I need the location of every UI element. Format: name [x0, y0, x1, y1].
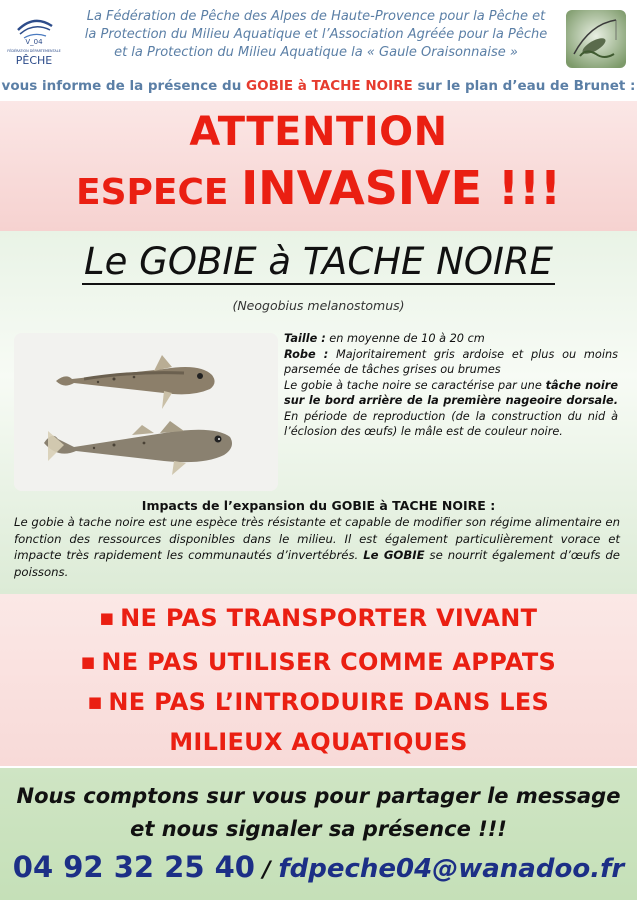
- header-line-2: la Protection du Milieu Aquatique et l’Association Agréée pour la Pêche: [84, 27, 548, 42]
- inform-prefix: vous informe de la présence du: [1, 78, 247, 94]
- invasive-heading-a: ESPECE: [76, 172, 242, 213]
- rule-no-transport-text: NE PAS TRANSPORTER VIVANT: [120, 604, 538, 632]
- goby-photo: [14, 333, 278, 491]
- bullet-square-icon: ■: [87, 693, 103, 711]
- bullet-square-icon: ■: [80, 653, 96, 671]
- footer-message-1: Nous comptons sur vous pour partager le message: [16, 784, 621, 808]
- rule-no-bait: [0, 648, 637, 676]
- bullet-square-icon: ■: [99, 609, 115, 627]
- species-title-text: Le GOBIE à TACHE NOIRE: [84, 240, 553, 283]
- invasive-heading: [0, 160, 637, 227]
- rule-no-introduce-cont: MILIEUX AQUATIQUES: [169, 728, 468, 756]
- invasive-heading-b: INVASIVE !!!: [241, 161, 561, 215]
- rule-no-introduce-text: NE PAS L’INTRODUIRE DANS LES: [108, 688, 550, 716]
- feature-paragraph: [284, 378, 618, 440]
- rule-no-transport: [0, 604, 637, 632]
- logo-peche: PÊCHE: [15, 54, 53, 67]
- impacts-text-end: se nourrit également d’œufs de poissons.: [14, 548, 621, 579]
- inform-species: GOBIE à TACHE NOIRE: [246, 78, 413, 94]
- impacts-title-suffix: :: [485, 498, 496, 513]
- attention-heading: ATTENTION: [189, 109, 448, 155]
- color-label: Robe :: [284, 347, 329, 361]
- species-title: [0, 240, 637, 283]
- contact-line: [0, 850, 637, 884]
- species-latin-name: (Neogobius melanostomus): [232, 298, 405, 313]
- inform-suffix: sur le plan d’eau de Brunet :: [412, 78, 636, 94]
- species-description: [284, 331, 618, 440]
- phone-number[interactable]: 04 92 32 25 40: [12, 850, 255, 884]
- logo-subtitle: FÉDÉRATION DÉPARTEMENTALE: [7, 49, 61, 53]
- impacts-text-bold: Le GOBIE: [363, 548, 425, 562]
- color-text: Majoritairement gris ardoise et plus ou moins parsemée de tâches grises ou brumes: [284, 347, 618, 376]
- color-line: [284, 347, 618, 378]
- feature-text-bold: tâche noire sur le bord arrière de la première nageoire dorsale.: [284, 378, 618, 407]
- header: [0, 0, 637, 80]
- inform-line: [0, 78, 637, 94]
- header-text: [70, 8, 562, 62]
- rule-no-bait-text: NE PAS UTILISER COMME APPATS: [101, 648, 557, 676]
- impacts-text-main: Le gobie à tache noire est une espèce très résistante et capable de modifier son régime alimentaire en fonction des ressources disponibles dans le milieu. Il est également particulièrement vorace et impacte très rapidement les communautés d’invertébrés.: [14, 515, 620, 562]
- impacts-text: [14, 514, 620, 580]
- impacts-title-species: GOBIE à TACHE NOIRE: [331, 498, 486, 513]
- logo-v04: V_04: [25, 38, 43, 46]
- feature-text-start: Le gobie à tache noire se caractérise par une: [284, 378, 546, 392]
- footer-message-2: et nous signaler sa présence !!!: [130, 817, 507, 841]
- association-logo: [566, 10, 626, 68]
- header-line-3: et la Protection du Milieu Aquatique la « Gaule Oraisonnaise »: [114, 45, 518, 60]
- impacts-title-prefix: Impacts de l’expansion du: [141, 498, 332, 513]
- feature-text-end: En période de reproduction (de la construction du nid à l’éclosion des œufs) le mâle est de couleur noire.: [284, 409, 618, 438]
- header-line-1: La Fédération de Pêche des Alpes de Haute-Provence pour la Pêche et: [86, 9, 546, 24]
- contact-separator: /: [254, 858, 279, 883]
- size-line: [284, 331, 618, 347]
- size-label: Taille :: [284, 332, 326, 345]
- federation-logo: [4, 8, 64, 70]
- rule-no-introduce: [0, 688, 637, 716]
- email-link[interactable]: fdpeche04@wanadoo.fr: [278, 854, 625, 884]
- impacts-title: [0, 498, 637, 513]
- size-text: en moyenne de 10 à 20 cm: [325, 332, 485, 345]
